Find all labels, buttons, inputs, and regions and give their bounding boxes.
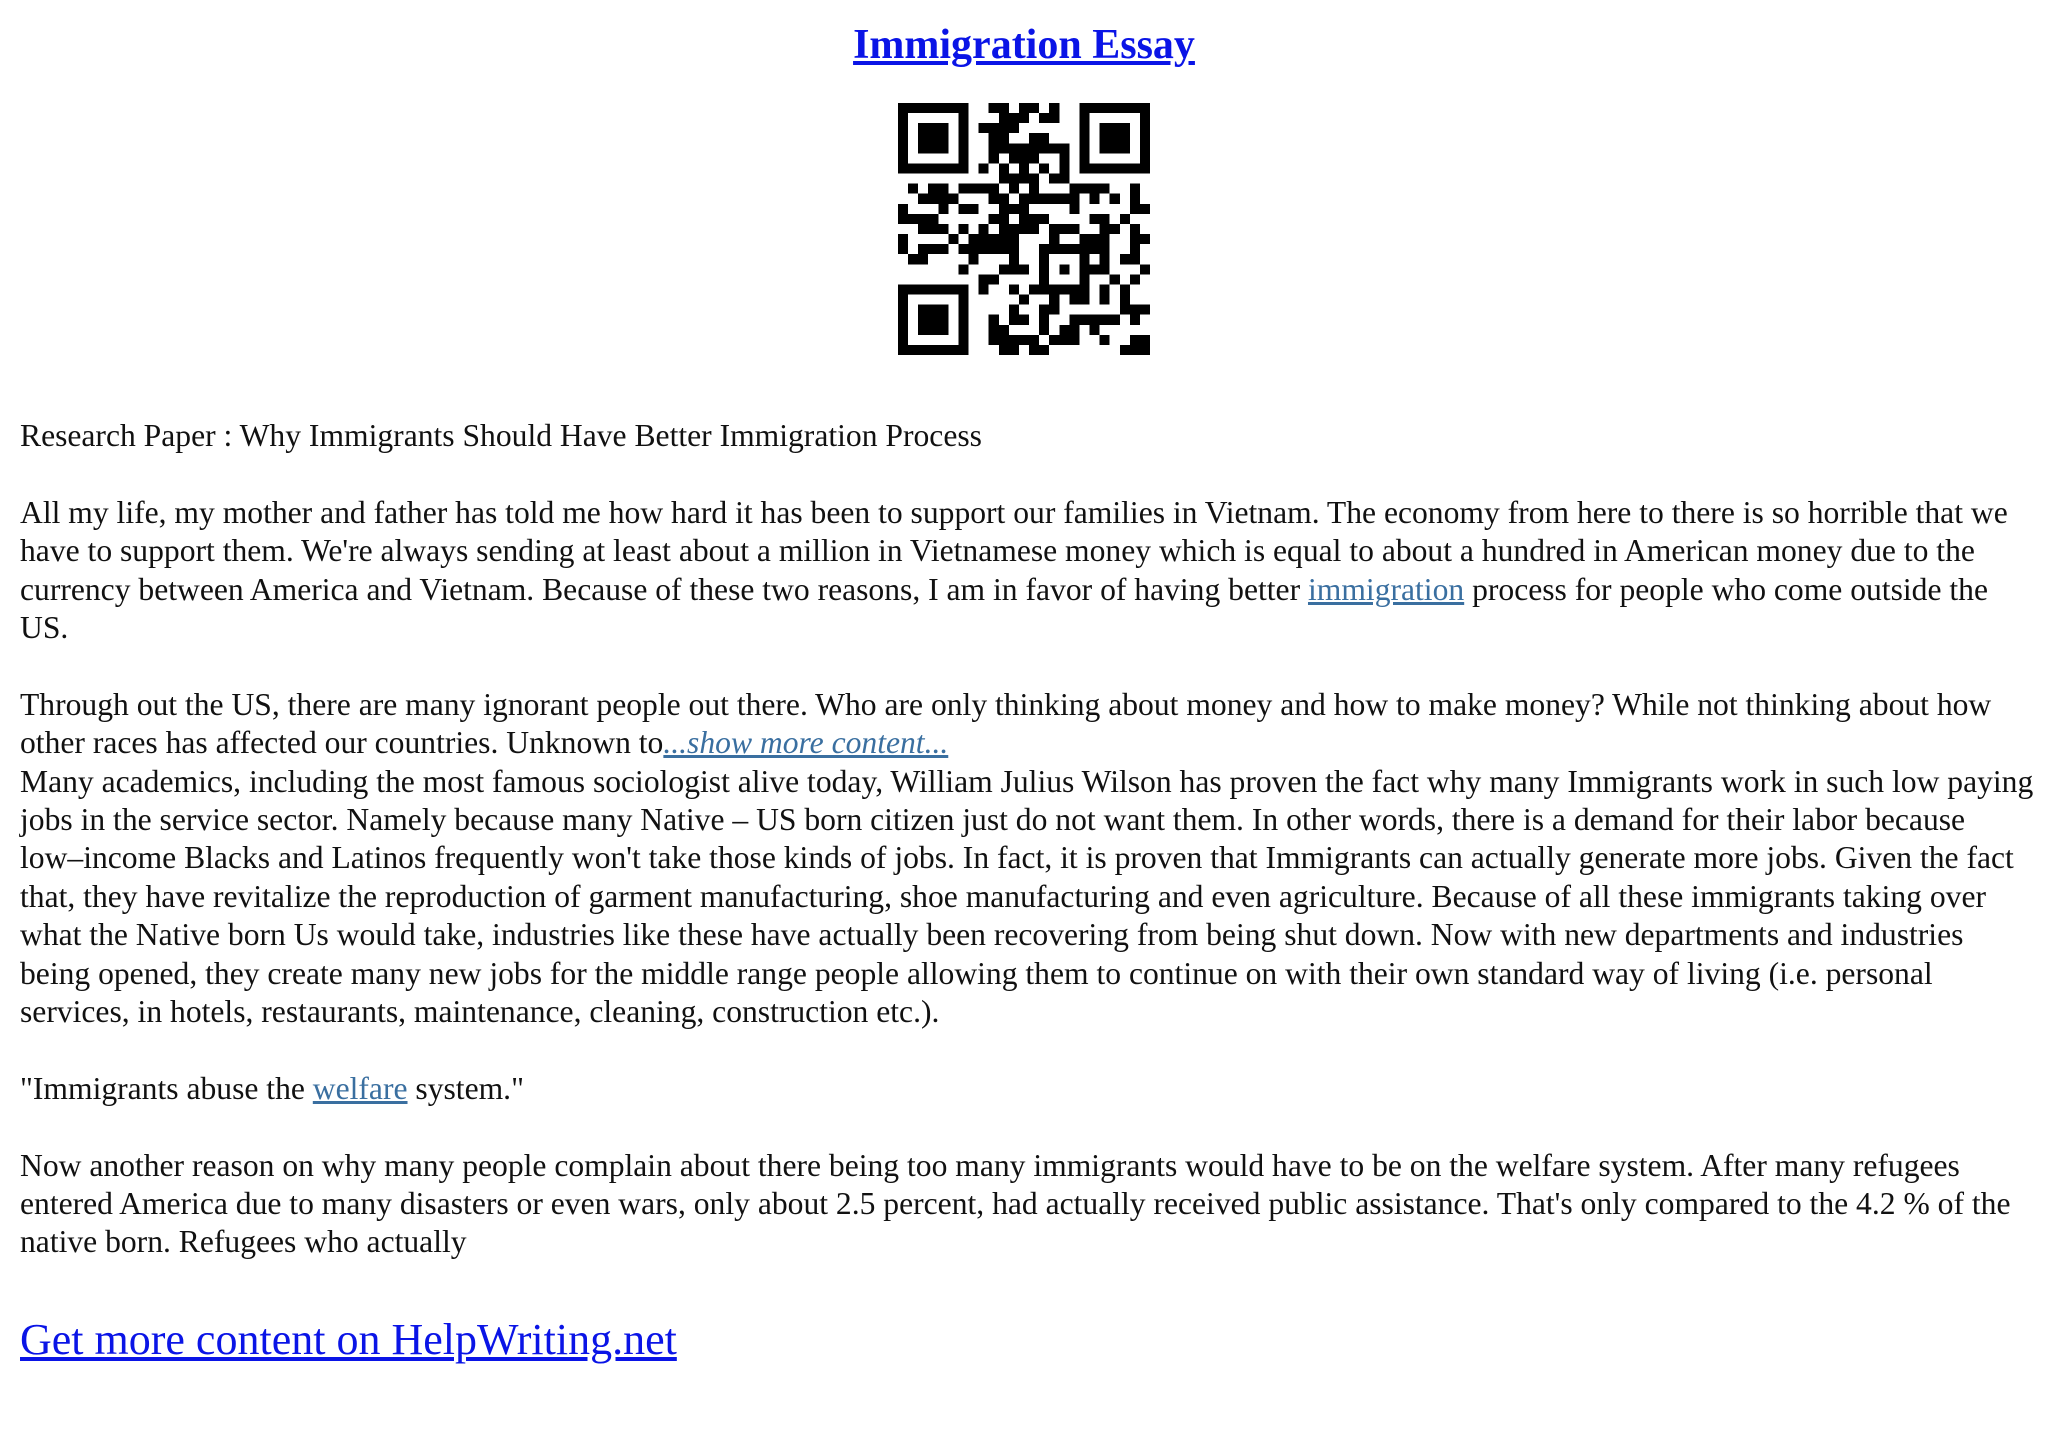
get-more-content-link[interactable]: Get more content on HelpWriting.net: [20, 1315, 677, 1364]
essay-body: [20, 417, 2035, 1262]
paragraph-2-text: Through out the US, there are many ignorant people out there. Who are only thinking about money and how to make money? While not thinking about how other races has affected our countries. Unknown to: [20, 686, 1992, 761]
page-title: [0, 18, 2048, 72]
quote-text: "Immigrants abuse the: [20, 1070, 313, 1106]
quote-text-end: system.": [407, 1070, 524, 1106]
paragraph-1-text-end: process for people who come outside the US.: [20, 571, 1988, 646]
essay-subtitle: Research Paper : Why Immigrants Should Have Better Immigration Process: [20, 418, 982, 453]
paragraph-1-text: All my life, my mother and father has told me how hard it has been to support our families in Vietnam. The economy from here to there is so horrible that we have to support them. We're always sending at least about a million in Vietnamese money which is equal to about a hundred in American money due to the currency between America and Vietnam. Because of these two reasons, I am in favor of having better: [20, 494, 2008, 607]
qr-code-image: [898, 103, 1150, 355]
paragraph-1: [20, 494, 2035, 648]
title-link[interactable]: Immigration Essay: [853, 22, 1195, 68]
paragraph-2: [20, 686, 2035, 763]
welfare-quote: [20, 1070, 2035, 1108]
immigration-link[interactable]: immigration: [1307, 571, 1465, 607]
welfare-link[interactable]: welfare: [312, 1070, 408, 1106]
paragraph-4: Now another reason on why many people complain about there being too many immigrants would have to be on the welfare system. After many refugees entered America due to many disasters or even wars, only about 2.5 percent, had actually received public assistance. That's only compared to the 4.2 % of the native born. Refugees who actually: [20, 1147, 2011, 1260]
show-more-link[interactable]: ...show more content...: [663, 725, 949, 761]
paragraph-3: Many academics, including the most famous sociologist alive today, William Julius Wilson has proven the fact why many Immigrants work in such low paying jobs in the service sector. Namely because many Native – US born citizen just do not want them. In other words, there is a demand for their labor because low–income Blacks and Latinos frequently won't take those kinds of jobs. In fact, it is proven that Immigrants can actually generate more jobs. Given the fact that, they have revitalize the reproduction of garment manufacturing, shoe manufacturing and even agriculture. Because of all these immigrants taking over what the Native born Us would take, industries like these have actually been recovering from being shut down. Now with new departments and industries being opened, they create many new jobs for the middle range people allowing them to continue on with their own standard way of living (i.e. personal services, in hotels, restaurants, maintenance, cleaning, construction etc.).: [20, 763, 2034, 1030]
